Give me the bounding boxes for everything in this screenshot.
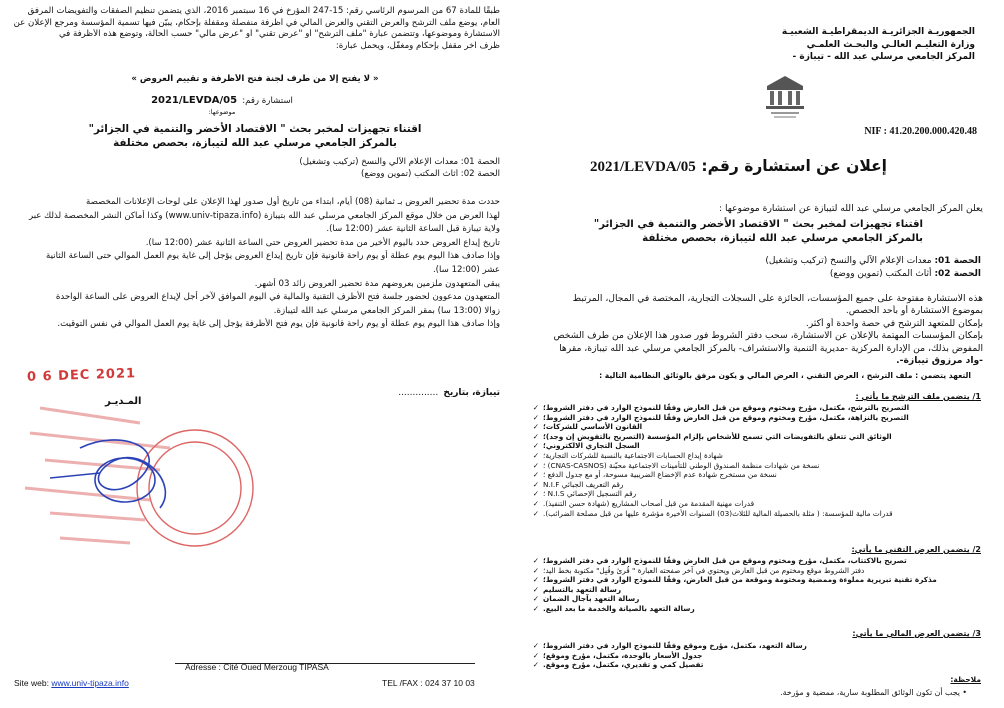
duration-line: وإذا صادف هذا اليوم يوم عطلة أو يوم راحة قانونية فإن تاريخ إيداع العروض يؤجل إلى غاية يوم العمل الموالي حتى الساعة الثانية <box>46 251 500 262</box>
duration-paragraph <box>10 196 500 332</box>
legal-line: الاستشارة وموضوعها، وتتضمن عبارة "ملف الترشح" أو "عرض تقني" أو "عرض مالي" حسب الحالة، وتوضع هذه الأظرفة في <box>58 29 500 40</box>
note-text: • يجب أن تكون الوثائق المطلوبة سارية، ممضية و مؤرخة. <box>780 688 967 697</box>
check-icon: ✓ <box>532 431 539 441</box>
list-item: ✓ قدرات مالية للمؤسسة: ( مثلة بالحصيلة المالية للثلاث(03) السنوات الأخيرة مؤشرة عليها من قبل مصلحة الضرائب). <box>532 508 893 518</box>
duration-line: حددت مدة تحضير العروض بـ ثمانية (08) أيام، ابتداء من تاريخ أول صدور لهذا الإعلان على لوحات الإعلانات المخصصة <box>86 197 500 207</box>
list-item: ✓ التصريح بالترشح، مكتمل، مؤرخ ومختوم وموقع من قبل العارض وفقًا للنموذج الوارد في دفتر الشروط؛ <box>532 403 910 412</box>
body-line: هذه الاستشارة مفتوحة على جميع المؤسسات، الحائزة على السجلات التجارية، المختصة في المجال، المرتبط <box>572 293 983 304</box>
list-item: ✓ نسخة من مستخرج شهادة عدم الإخضاع الضريبية مسوحة، أو مع جدول الدفع ؛ <box>532 470 777 480</box>
check-icon: ✓ <box>532 584 539 594</box>
university-logo-icon <box>763 72 807 120</box>
check-icon: ✓ <box>532 650 539 660</box>
duration-line: تاريخ إيداع العروض حدد باليوم الأخير من مدة تحضير العروض حتى الساعة الثانية عشر (12:00 سا). <box>145 237 500 248</box>
nif-number: NIF : 41.20.200.000.420.48 <box>864 126 977 137</box>
list-item: ✓ رقم التسجيل الإحصائي N.I.S ؛ <box>532 489 637 499</box>
list-item: ✓ القانون الأساسي للشركات؛ <box>532 422 643 432</box>
university-logo <box>763 72 807 120</box>
footer-address: Adresse : Cité Oued Merzoug TIPASA <box>185 662 329 672</box>
check-icon: ✓ <box>532 489 539 499</box>
check-icon: ✓ <box>532 641 539 650</box>
footer-tel: TEL /FAX : 024 37 10 03 <box>382 678 475 688</box>
list-item: ✓ التصريح بالنزاهة، مكتمل، مؤرخ ومختوم وموقع من قبل العارض وفقًا للنموذج الوارد في دفتر الشروط؛ <box>532 412 909 422</box>
financial-list <box>531 641 971 670</box>
check-icon: ✓ <box>532 575 539 585</box>
lot-2-label: الحصة 02: <box>934 269 981 279</box>
body-line: بموضوع الاستشارة أو بأحد الحصص. <box>845 305 983 317</box>
bullet-icon: • <box>962 688 967 697</box>
financial-heading: 3/ يتضمن العرض المالي ما يأتي: <box>852 629 981 638</box>
lot-2 <box>830 269 981 279</box>
check-icon: ✓ <box>532 498 539 508</box>
check-icon: ✓ <box>532 594 539 604</box>
list-item: ✓ نسخة من شهادات منظمة الصندوق الوطني للتأمينات الاجتماعية محيّنة (CNAS-CASNOS) ؛ <box>532 460 820 470</box>
list-item: ✓ شهادة إيداع الحسابات الاجتماعية بالنسبة للشركات التجارية؛ <box>532 450 723 460</box>
subject-line-2: بالمركز الجامعي مرسلي عبد الله لتيبازة، بحصص مختلفة <box>113 137 397 149</box>
list-item: ✓ رسالة التعهد، مكتمل، مؤرخ وموقع وفقًا للنموذج الوارد في دفتر الشروط؛ <box>532 641 807 650</box>
envelope-quote: « لا يفتح إلا من طرف لجنة فتح الأظرفة و تقييم العروض » <box>131 74 379 84</box>
site-label: Site web: <box>14 678 49 688</box>
lot-1: الحصة 01: معدات الإعلام الآلي والنسخ (تركيب وتشغيل) <box>299 157 500 167</box>
list-item: ✓ رسالة التعهد بآجال الضمان <box>532 594 640 604</box>
date-stamp: 0 6 DEC 2021 <box>26 366 137 385</box>
candidature-heading: 1/ يتضمن ملف الترشح ما يأتي : <box>855 392 981 401</box>
check-icon: ✓ <box>532 412 539 422</box>
list-item: ✓ رسالة التعهد بالتسليم <box>532 584 622 594</box>
technical-list <box>531 556 971 614</box>
list-item: ✓ السجل التجاري الالكتروني؛ <box>532 441 640 451</box>
left-column <box>10 6 500 696</box>
date-label: تيبازة، بتاريخ <box>443 388 500 398</box>
check-icon: ✓ <box>532 508 539 518</box>
check-icon: ✓ <box>532 565 539 575</box>
check-icon: ✓ <box>532 403 539 412</box>
lot-1-label: الحصة 01: <box>934 256 981 266</box>
list-item: ✓ رقم التعريف الجبائي N.I.F <box>532 479 624 489</box>
legal-paragraph <box>10 6 500 52</box>
list-item: ✓ تصريح بالاكتتاب، مكتمل، مؤرخ ومختوم وموقع من قبل العارض وفقًا للنموذج الوارد في دفتر الشروط؛ <box>532 556 907 565</box>
list-item: ✓ جدول الأسعار بالوحدة، مكتمل، مؤرخ وموقع؛ <box>532 650 703 660</box>
candidature-list <box>531 403 971 518</box>
duration-line: زوالا (13:00 سا) بمقر المركز الجامعي مرسلي عبد الله لتيبازة. <box>273 305 500 316</box>
body-paragraph <box>517 293 983 367</box>
subject-label: موضوعها: <box>208 107 236 116</box>
duration-line: ولاية تيبازة قبل الساعة الثانية عشر (12:00 سا). <box>326 224 500 235</box>
notice-title <box>590 156 887 176</box>
duration-line: لهذا العرض من خلال موقع المركز الجامعي مرسلي عبد الله بتيبازة (www.univ-tipaza.info) وكذا أماكن النشر المخصصة لذلك عبر <box>28 210 500 221</box>
check-icon: ✓ <box>532 556 539 565</box>
legal-line: العام، يوضع ملف الترشح والعرض التقني والعرض المالي في أظرفة منفصلة ومقفلة بإحكام، يبيّن فيها تسمية المؤسسة ومرجع الإعلان عن <box>13 17 500 28</box>
legal-line: طبقًا للمادة 67 من المرسوم الرئاسي رقم: 15-247 المؤرخ في 16 سبتمبر 2016، الذي يتضمن تنظيم الصفقات والتفويضات المرفق <box>27 6 500 16</box>
notice-title-number: 2021/LEVDA/05 <box>589 159 696 175</box>
list-item: ✓ قدرات مهنية المقدمة من قبل أصحاب المشاريع (شهادة حسن التنفيذ). <box>532 498 755 508</box>
duration-line: يبقى المتعهدون ملزمين بعروضهم مدة تحضير العروض زائد 03 أشهر. <box>254 278 500 289</box>
consult-ref-block <box>102 88 342 116</box>
check-icon: ✓ <box>532 660 539 670</box>
check-icon: ✓ <box>532 479 539 489</box>
intro-line: يعلن المركز الجامعي مرسلي عبد الله لتيبازة عن استشارة موضوعها : <box>718 203 983 214</box>
country-name: الجمهوريـة الجزائريـة الديمقراطيـة الشعبيـة <box>781 27 975 37</box>
director-title: المـديـر <box>105 396 142 407</box>
check-icon: ✓ <box>532 460 539 470</box>
consult-label: استشارة رقم: <box>242 96 293 106</box>
check-icon: ✓ <box>532 603 539 613</box>
lot-2: الحصة 02: أثاث المكتب (تموين ووضع) <box>361 169 500 179</box>
subject-line-2: بالمركز الجامعي مرسلي عبد الله لتيبازة، بحصص مختلفة <box>642 233 923 244</box>
body-line: -واد مرزوق تيبازة-. <box>896 355 983 367</box>
site-link[interactable]: www.univ-tipaza.info <box>51 678 129 688</box>
right-column <box>515 20 985 705</box>
letterhead <box>735 26 975 64</box>
official-stamp-icon <box>20 388 260 568</box>
check-icon: ✓ <box>532 470 539 480</box>
body-line: بإمكان للمتعهد الترشح في حصة واحدة أو أكثر. <box>805 317 983 329</box>
note-label: ملاحظة: <box>950 675 981 684</box>
list-item: ✓ دفتر الشروط موقع ومختوم من قبل العارض ويحتوي في آخر صفحته العبارة " قُرِئ وقُبِل" مكتوبة بخط اليد؛ <box>532 565 865 575</box>
consult-number: 2021/LEVDA/05 <box>151 95 238 106</box>
list-item: ✓ مذكرة تقنية تبريرية مملوءة وممضية ومختومة وموقعة من قبل العارض، وفقًا للنموذج الوارد في دفتر الشروط؛ <box>532 575 937 585</box>
duration-line: عشر (12:00 سا). <box>432 264 500 275</box>
notice-title-text: إعلان عن استشارة رقم: <box>701 157 887 175</box>
ministry-name: وزارة التعليـم العالـي والبحـث العلمـي <box>806 39 975 50</box>
list-item: ✓ الوثائق التي تتعلق بالتفويضات التي تسمح للأشخاص بإلزام المؤسسة (التصريح بالتفويض إن وجد)؛ <box>532 431 892 441</box>
check-icon: ✓ <box>532 441 539 451</box>
body-line: بإمكان المؤسسات المهتمة بالإعلان عن الاستشارة، سحب دفتر الشروط فور صدور هذا الإعلان من طرف الشخص <box>553 330 983 342</box>
footer-site <box>14 678 129 688</box>
duration-line: المتعهدون مدعوون لحضور جلسة فتح الأظرف التقنية والمالية في اليوم الموافق لآخر أجل لإيداع العروض على الساعة الواحدة <box>55 292 500 303</box>
list-item: ✓ رسالة التعهد بالصيانة والخدمة ما بعد البيع. <box>532 603 695 613</box>
list-item: ✓ تفصيل كمي و تقديري، مكتمل، مؤرخ وموقع. <box>532 660 704 670</box>
technical-heading: 2/ يتضمن العرض التقني ما يأتي: <box>851 545 981 554</box>
subject-line-1: اقتناء تجهيزات لمخبر بحث " الاقتصاد الأخضر والتنمية في الجزائر" <box>88 123 422 135</box>
subject-line-1: اقتناء تجهيزات لمخبر بحث " الاقتصاد الأخضر والتنمية في الجزائر" <box>593 219 923 230</box>
check-icon: ✓ <box>532 422 539 432</box>
lot-1 <box>765 256 981 266</box>
date-line: تيبازة، بتاريخ .............. <box>398 388 500 398</box>
body-line: المفوض بذلك، من الإدارة المركزية -مديرية التنمية والاستشراف- بالمركز الجامعي مرسلي عبد الله تيبازة، مقرها <box>559 342 983 354</box>
lot-2-text: أثاث المكتب (تموين ووضع) <box>829 269 932 279</box>
lot-1-text: معدات الإعلام الآلي والنسخ (تركيب وتشغيل) <box>765 256 932 266</box>
duration-line: وإذا صادف هذا اليوم يوم عطلة أو يوم راحة قانونية فإن يوم فتح الأظرفة يؤجل إلى غاية يوم العمل الموالي في نفس التوقيت. <box>57 319 500 330</box>
institution-name: المركز الجامعي مرسلي عبد الله - تيبازة - <box>792 52 975 62</box>
check-icon: ✓ <box>532 450 539 460</box>
commitment-line: التعهد يتضمن : ملف الترشح ، العرض التقني ، العرض المالي و يكون مرفق بالوثائق النظامية التالية : <box>599 371 971 380</box>
legal-line: ظرف آخر مقفل بإحكام ومغفّل، ويحمل عبارة: <box>335 40 500 51</box>
